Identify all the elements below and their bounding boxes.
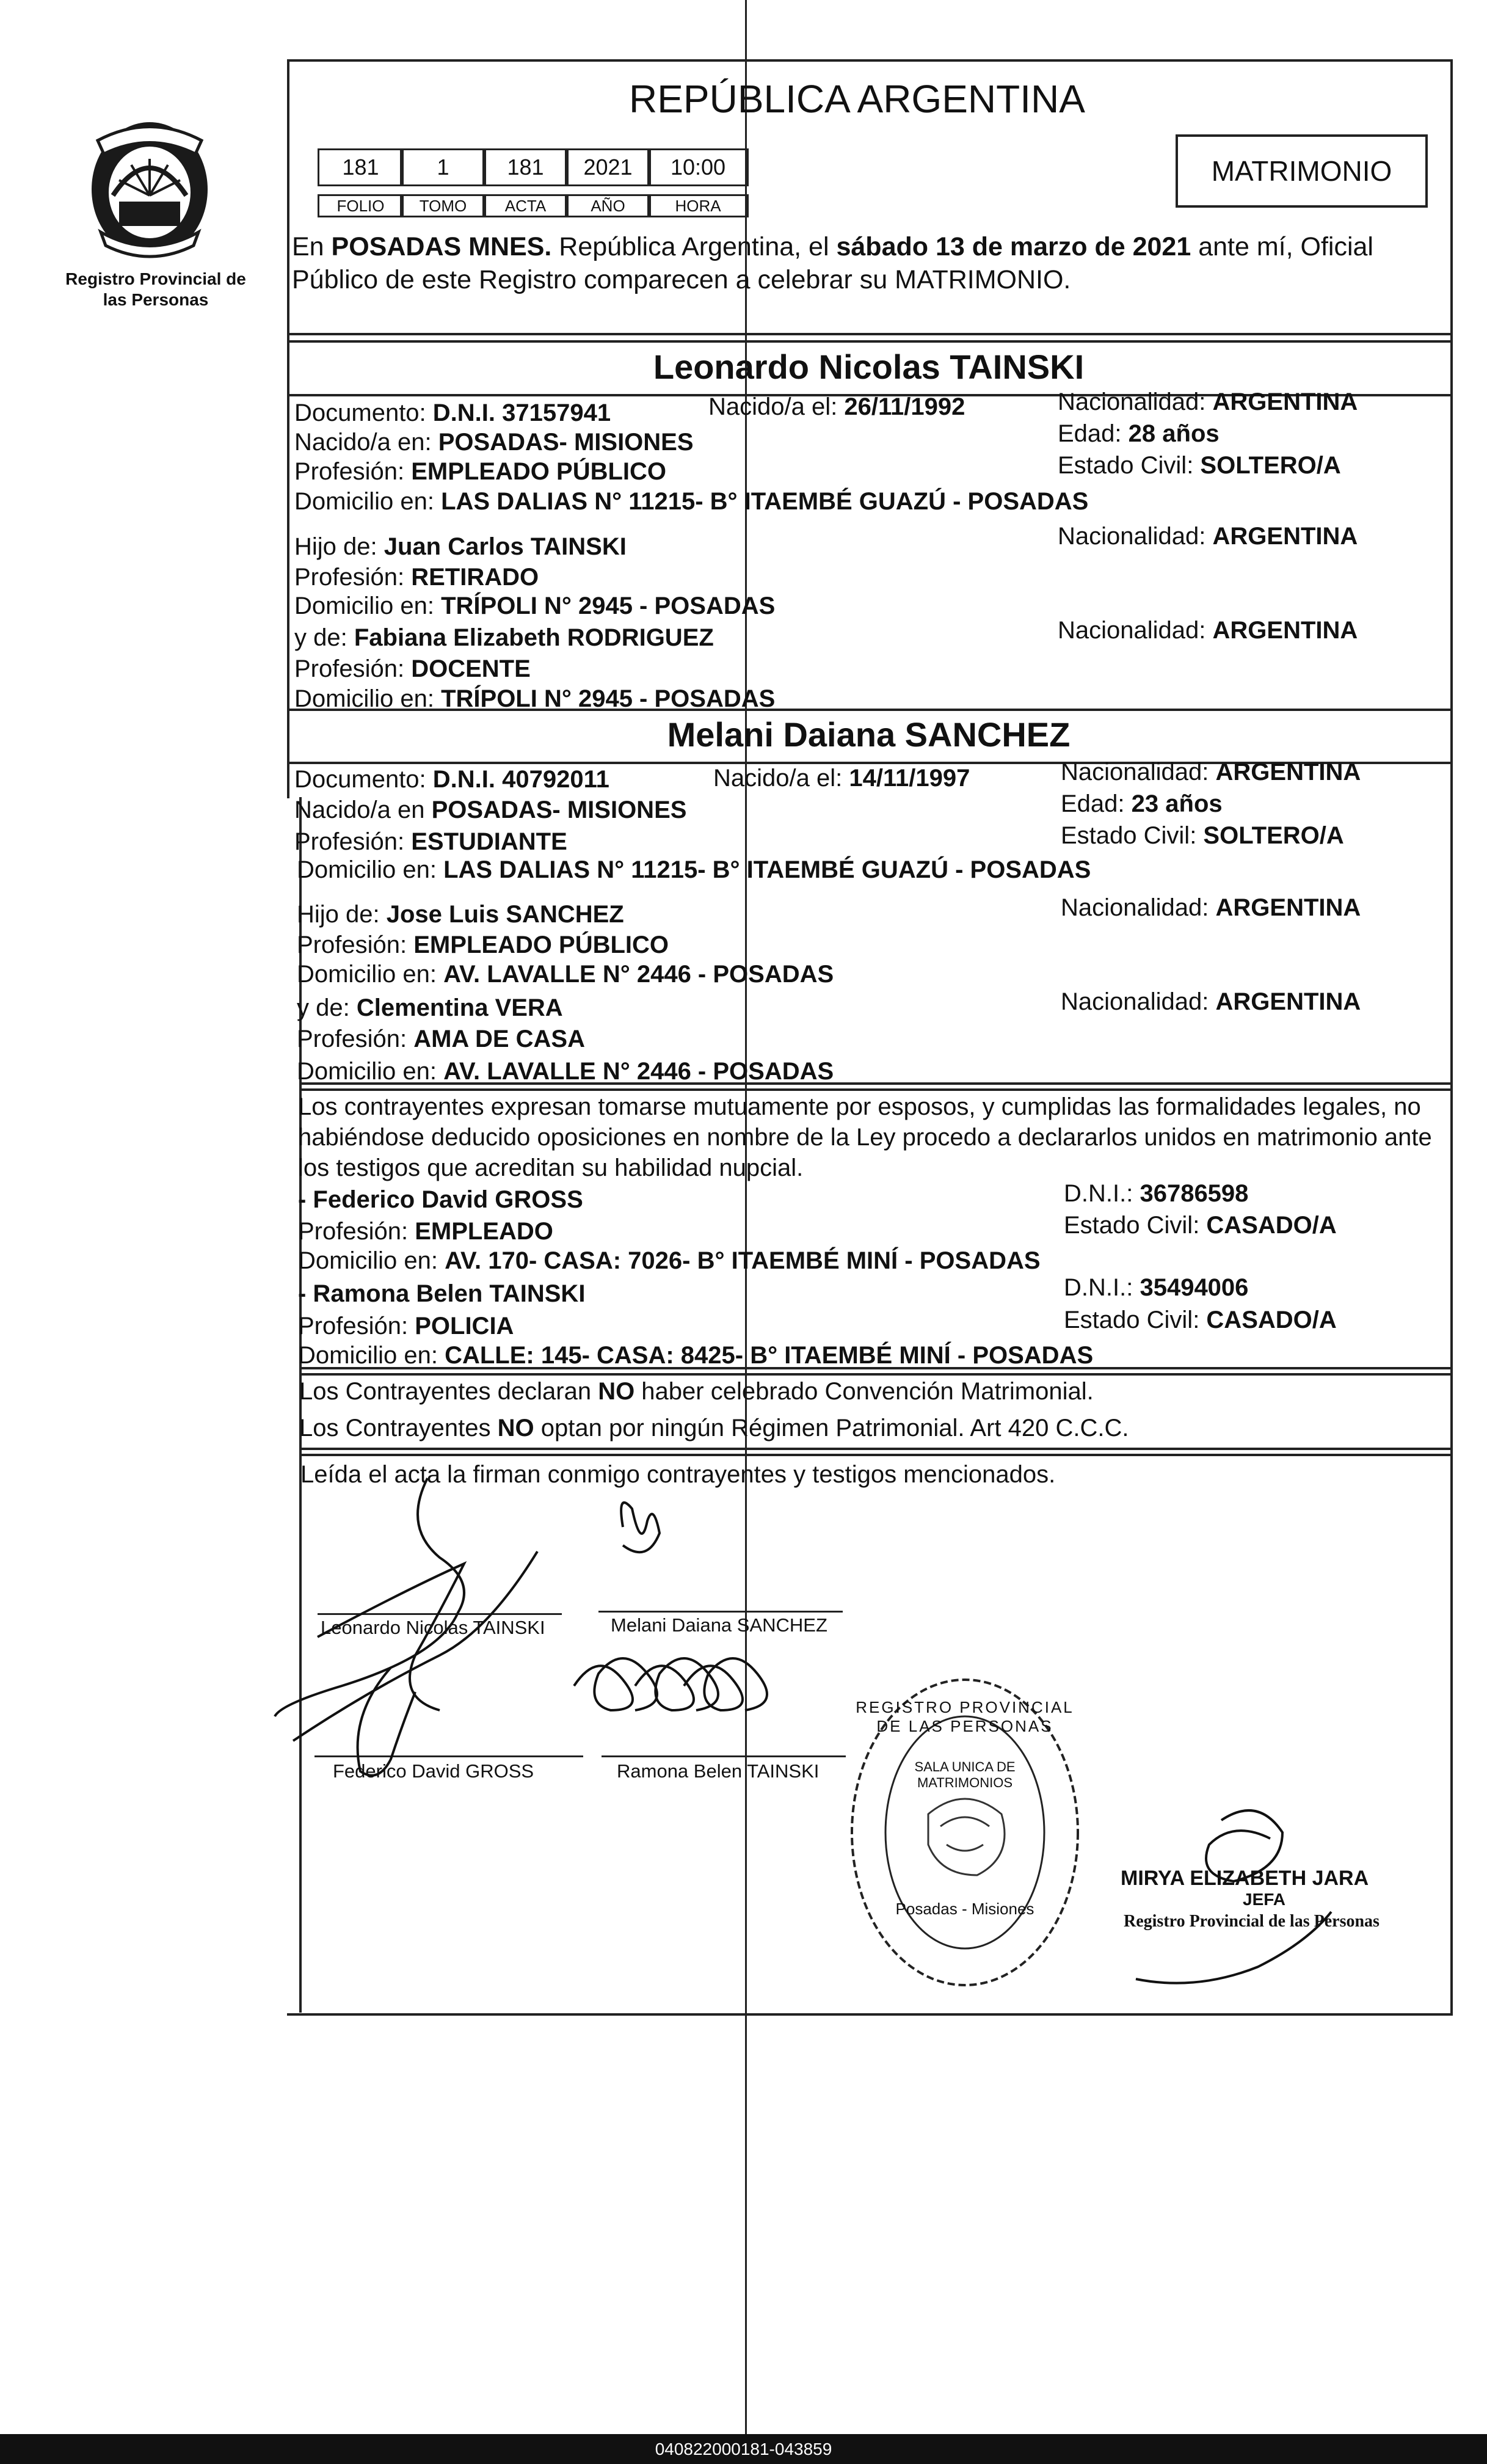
value: CASADO/A — [1206, 1307, 1337, 1333]
spouse2-birthdate — [713, 762, 970, 794]
text: haber celebrado Convención Matrimonial. — [634, 1378, 1094, 1405]
signature-label-1: Leonardo Nicolas TAINSKI — [321, 1617, 545, 1638]
text: Los Contrayentes — [299, 1415, 498, 1442]
label: Domicilio en: — [294, 685, 442, 712]
value: - Federico David GROSS — [298, 1186, 583, 1213]
label: Domicilio en: — [297, 1058, 444, 1085]
logo-caption: Registro Provincial de las Personas — [65, 269, 246, 309]
label: Estado Civil: — [1058, 452, 1201, 479]
text-bold: NO — [497, 1415, 534, 1442]
document-code: 040822000181-043859 — [655, 2440, 832, 2459]
value: Jose Luis SANCHEZ — [386, 901, 624, 928]
value: 35494006 — [1140, 1274, 1249, 1301]
spouse1-birthplace — [294, 426, 694, 458]
value: POSADAS- MISIONES — [438, 429, 694, 456]
value: ARGENTINA — [1215, 759, 1361, 785]
province-seal-logo — [76, 116, 223, 263]
value: ARGENTINA — [1212, 617, 1358, 644]
label: Edad: — [1061, 790, 1132, 817]
spouse2-father-nationality — [1061, 892, 1361, 924]
signature-label-3: Federico David GROSS — [333, 1760, 534, 1782]
label: Nacido/a el: — [713, 765, 849, 792]
intro-line-2: Público de este Registro comparecen a celebrar su MATRIMONIO. — [292, 265, 1071, 294]
value: SOLTERO/A — [1203, 822, 1344, 849]
value: Juan Carlos TAINSKI — [384, 533, 627, 560]
witness2-dni — [1064, 1272, 1248, 1303]
ano-label: AÑO — [565, 194, 651, 217]
label: Nacionalidad: — [1061, 759, 1216, 785]
value: AV. LAVALLE N° 2446 - POSADAS — [443, 1058, 834, 1085]
acta-value: 181 — [482, 148, 569, 186]
spouse1-birthdate — [708, 391, 965, 423]
spouse1-name: Leonardo Nicolas TAINSKI — [653, 348, 1085, 386]
spouse1-mother-nationality — [1058, 614, 1358, 646]
label: Domicilio en: — [298, 1247, 445, 1274]
label: Nacionalidad: — [1058, 523, 1213, 550]
divider — [299, 1367, 1450, 1369]
label: Profesión: — [294, 458, 412, 485]
witness1-name — [298, 1184, 583, 1216]
ano-value: 2021 — [565, 148, 651, 186]
hora-label: HORA — [647, 194, 749, 217]
stamp-bottom-text: Posadas - Misiones — [895, 1900, 1034, 1918]
value: EMPLEADO — [415, 1218, 553, 1245]
spouse2-nationality — [1061, 756, 1361, 788]
value: 14/11/1997 — [849, 765, 970, 792]
witness2-profession — [298, 1310, 514, 1342]
divider — [299, 1448, 1450, 1450]
spouse1-nationality — [1058, 386, 1358, 418]
label: Edad: — [1058, 420, 1129, 447]
frame-left-upper — [287, 59, 289, 798]
record-type-label: MATRIMONIO — [1211, 155, 1392, 187]
divider — [287, 709, 1450, 711]
spouse1-father-address — [294, 590, 775, 622]
spouse2-mother-profession — [297, 1023, 585, 1055]
spouse2-father-address — [297, 958, 834, 990]
label: Profesión: — [298, 1218, 415, 1245]
value: TRÍPOLI N° 2945 - POSADAS — [441, 685, 776, 712]
value: AV. LAVALLE N° 2446 - POSADAS — [443, 961, 834, 988]
value: ESTUDIANTE — [411, 828, 567, 855]
country-title: REPÚBLICA ARGENTINA — [629, 77, 1085, 121]
intro-text: República Argentina, el — [551, 232, 837, 261]
spouse1-civil-status — [1058, 450, 1341, 481]
value: AMA DE CASA — [413, 1026, 585, 1052]
spouse2-profession — [294, 826, 567, 858]
folio-value: 181 — [318, 148, 404, 186]
intro-text: ante mí, Oficial — [1191, 232, 1373, 261]
label: Documento: — [294, 766, 433, 793]
spouse1-father — [294, 531, 627, 563]
tomo-value: 1 — [400, 148, 486, 186]
text-bold: NO — [598, 1378, 635, 1405]
acta-label: ACTA — [482, 194, 569, 217]
declaration-line-3: los testigos que acreditan su habilidad nupcial. — [298, 1154, 804, 1181]
read-and-signed-text: Leída el acta la firman conmigo contrayentes y testigos mencionados. — [300, 1461, 1056, 1488]
text: Los Contrayentes declaran — [299, 1378, 598, 1405]
value: CASADO/A — [1206, 1212, 1337, 1239]
divider — [287, 333, 1450, 335]
label: Documento: — [294, 399, 433, 426]
label: Profesión: — [297, 931, 414, 958]
label: Nacionalidad: — [1058, 388, 1213, 415]
spouse1-father-nationality — [1058, 520, 1358, 552]
folio-label: FOLIO — [318, 194, 404, 217]
witness2-name — [298, 1278, 585, 1310]
intro-date: sábado 13 de marzo de 2021 — [836, 232, 1191, 261]
value: ARGENTINA — [1212, 523, 1358, 550]
value: SOLTERO/A — [1200, 452, 1341, 479]
official-name: MIRYA ELIZABETH JARA — [1121, 1867, 1369, 1890]
spouse1-address — [294, 486, 1088, 517]
label: Estado Civil: — [1064, 1307, 1207, 1333]
label: Nacionalidad: — [1061, 988, 1216, 1015]
spouse2-name: Melani Daiana SANCHEZ — [667, 715, 1071, 754]
spouse2-civil-status — [1061, 820, 1344, 851]
value: D.N.I. 40792011 — [432, 766, 609, 793]
label: Domicilio en: — [294, 592, 442, 619]
divider — [299, 1082, 1450, 1085]
value: 23 años — [1131, 790, 1223, 817]
label: Profesión: — [294, 828, 412, 855]
spouse2-address — [297, 854, 1091, 886]
value: D.N.I. 37157941 — [432, 399, 611, 426]
value: 36786598 — [1140, 1180, 1249, 1207]
spouse2-mother-nationality — [1061, 986, 1361, 1018]
spouse1-mother — [294, 622, 714, 654]
value: CALLE: 145- CASA: 8425- B° ITAEMBÉ MINÍ - POSADAS — [445, 1342, 1094, 1369]
witness1-dni — [1064, 1178, 1248, 1209]
stamp-outer-text: REGISTRO PROVINCIAL DE LAS PERSONAS — [856, 1698, 1074, 1735]
label: y de: — [297, 994, 357, 1021]
value: 26/11/1992 — [844, 393, 965, 420]
label: Nacido/a el: — [708, 393, 845, 420]
label: Profesión: — [294, 564, 412, 591]
hora-value: 10:00 — [647, 148, 749, 186]
label: D.N.I.: — [1064, 1274, 1140, 1301]
value: POSADAS- MISIONES — [431, 796, 687, 823]
intro-line-1 — [292, 231, 1373, 263]
official-org: Registro Provincial de las Personas — [1124, 1912, 1380, 1931]
spouse1-age — [1058, 418, 1220, 450]
value: Fabiana Elizabeth RODRIGUEZ — [354, 624, 714, 651]
divider — [287, 340, 1450, 343]
text: optan por ningún Régimen Patrimonial. Art 420 C.C.C. — [534, 1415, 1129, 1442]
value: RETIRADO — [411, 564, 539, 591]
spouse2-father — [297, 898, 624, 930]
label: Nacido/a en: — [294, 429, 438, 456]
value: AV. 170- CASA: 7026- B° ITAEMBÉ MINÍ - POSADAS — [445, 1247, 1041, 1274]
label: Profesión: — [298, 1313, 415, 1340]
label: Domicilio en: — [294, 488, 442, 515]
label: Nacionalidad: — [1061, 894, 1216, 921]
label: Domicilio en: — [297, 856, 444, 883]
tomo-label: TOMO — [400, 194, 486, 217]
label: y de: — [294, 624, 354, 651]
witness1-profession — [298, 1216, 553, 1247]
signature-label-2: Melani Daiana SANCHEZ — [611, 1614, 827, 1636]
spouse2-father-profession — [297, 929, 669, 961]
declaration-line-2: habiéndose deducido oposiciones en nombre de la Ley procedo a declararlos unidos en matrimonio ante — [298, 1124, 1432, 1151]
value: ARGENTINA — [1215, 988, 1361, 1015]
spouse2-birthplace — [294, 794, 686, 826]
footer-bar — [0, 2434, 1487, 2464]
spouse1-profession — [294, 456, 666, 487]
label: Profesión: — [297, 1026, 414, 1052]
convention-line-1 — [299, 1376, 1094, 1407]
stamp-inner-text: SALA UNICA DE MATRIMONIOS — [914, 1759, 1016, 1790]
value: Clementina VERA — [356, 994, 563, 1021]
record-type-box — [1176, 134, 1428, 208]
value: DOCENTE — [411, 655, 531, 682]
label: Domicilio en: — [297, 961, 444, 988]
label: Nacionalidad: — [1058, 617, 1213, 644]
value: TRÍPOLI N° 2945 - POSADAS — [441, 592, 776, 619]
value: 28 años — [1128, 420, 1220, 447]
label: Nacido/a en — [294, 796, 432, 823]
value: POLICIA — [415, 1313, 514, 1340]
spouse1-mother-profession — [294, 653, 531, 685]
convention-line-2 — [299, 1412, 1129, 1444]
spouse2-age — [1061, 788, 1223, 820]
spouse2-mother — [297, 992, 563, 1024]
value: LAS DALIAS N° 11215- B° ITAEMBÉ GUAZÚ - POSADAS — [441, 488, 1089, 515]
spouse1-document — [294, 397, 611, 429]
spouse1-father-profession — [294, 561, 539, 593]
value: EMPLEADO PÚBLICO — [411, 458, 667, 485]
official-role: JEFA — [1243, 1890, 1286, 1909]
value: EMPLEADO PÚBLICO — [413, 931, 669, 958]
label: Estado Civil: — [1064, 1212, 1207, 1239]
label: Hijo de: — [297, 901, 387, 928]
handwritten-signatures — [256, 1454, 867, 1796]
label: Profesión: — [294, 655, 412, 682]
declaration-line-1: Los contrayentes expresan tomarse mutuamente por esposos, y cumplidas las formalidades legales, no — [298, 1093, 1421, 1120]
intro-text: En — [292, 232, 332, 261]
spouse2-document — [294, 764, 609, 795]
intro-place: POSADAS MNES. — [331, 232, 552, 261]
label: Domicilio en: — [298, 1342, 445, 1369]
value: ARGENTINA — [1212, 388, 1358, 415]
value: LAS DALIAS N° 11215- B° ITAEMBÉ GUAZÚ - POSADAS — [443, 856, 1091, 883]
label: Estado Civil: — [1061, 822, 1204, 849]
witness2-civil-status — [1064, 1304, 1337, 1336]
signature-label-4: Ramona Belen TAINSKI — [617, 1760, 820, 1782]
label: Hijo de: — [294, 533, 384, 560]
witness1-address — [298, 1245, 1041, 1277]
label: D.N.I.: — [1064, 1180, 1140, 1207]
value: ARGENTINA — [1215, 894, 1361, 921]
witness1-civil-status — [1064, 1209, 1337, 1241]
value: - Ramona Belen TAINSKI — [298, 1280, 586, 1307]
